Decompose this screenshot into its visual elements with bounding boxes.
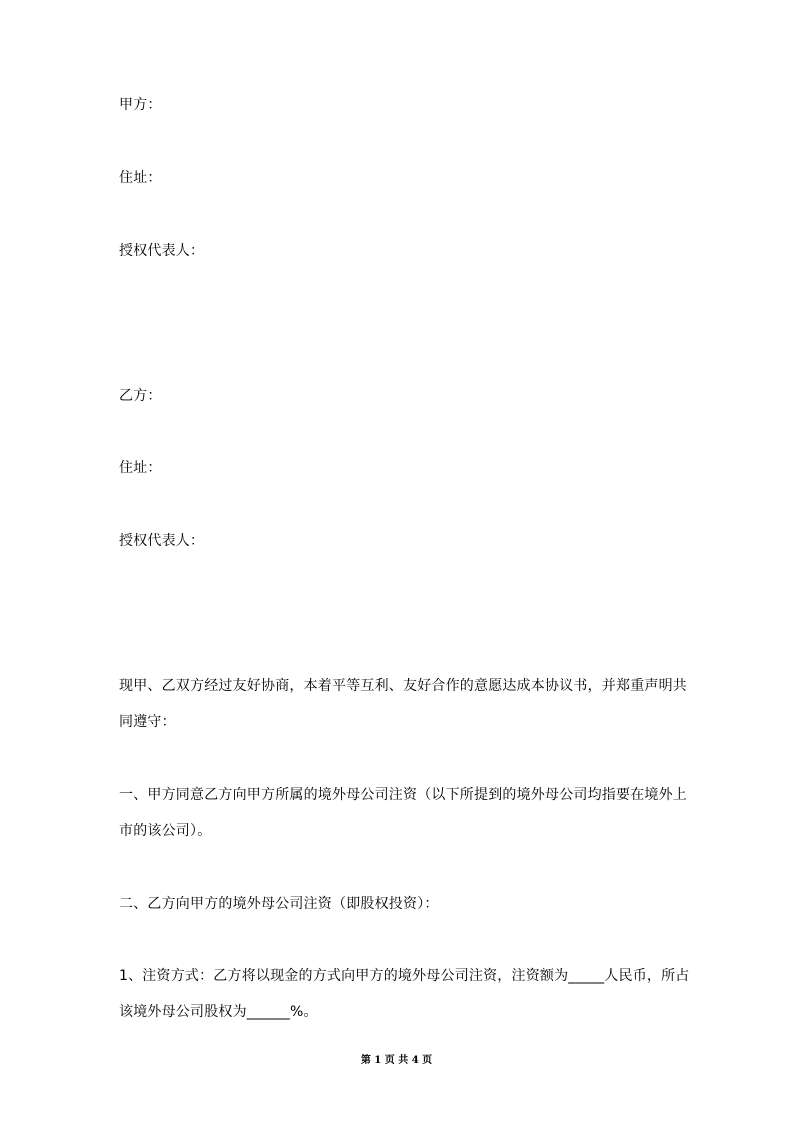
party-b-label: 乙方： xyxy=(119,388,162,404)
intro-paragraph-line-2: 同遵守： xyxy=(119,714,176,730)
page-footer: 第 1 页 共 4 页 xyxy=(360,1055,433,1066)
clause-1-line-2: 市的该公司）。 xyxy=(119,823,212,839)
clause-2-heading: 二、乙方向甲方的境外母公司注资（即股权投资）： xyxy=(119,896,439,912)
item-1-line-1: 1、注资方式：乙方将以现金的方式向甲方的境外母公司注资，注资额为_____人民币，所占 xyxy=(119,968,690,984)
intro-paragraph-line-1: 现甲、乙双方经过友好协商，本着平等互利、友好合作的意愿达成本协议书，并郑重声明共 xyxy=(119,678,687,694)
party-b-address-label: 住址： xyxy=(119,460,162,476)
party-a-label: 甲方： xyxy=(119,97,162,113)
clause-1-line-1: 一、甲方同意乙方向甲方所属的境外母公司注资（以下所提到的境外母公司均指要在境外上 xyxy=(119,787,687,803)
party-a-representative-label: 授权代表人： xyxy=(119,243,205,259)
item-1-line-2: 该境外母公司股权为______%。 xyxy=(119,1004,318,1020)
party-a-address-label: 住址： xyxy=(119,170,162,186)
party-b-representative-label: 授权代表人： xyxy=(119,533,205,549)
